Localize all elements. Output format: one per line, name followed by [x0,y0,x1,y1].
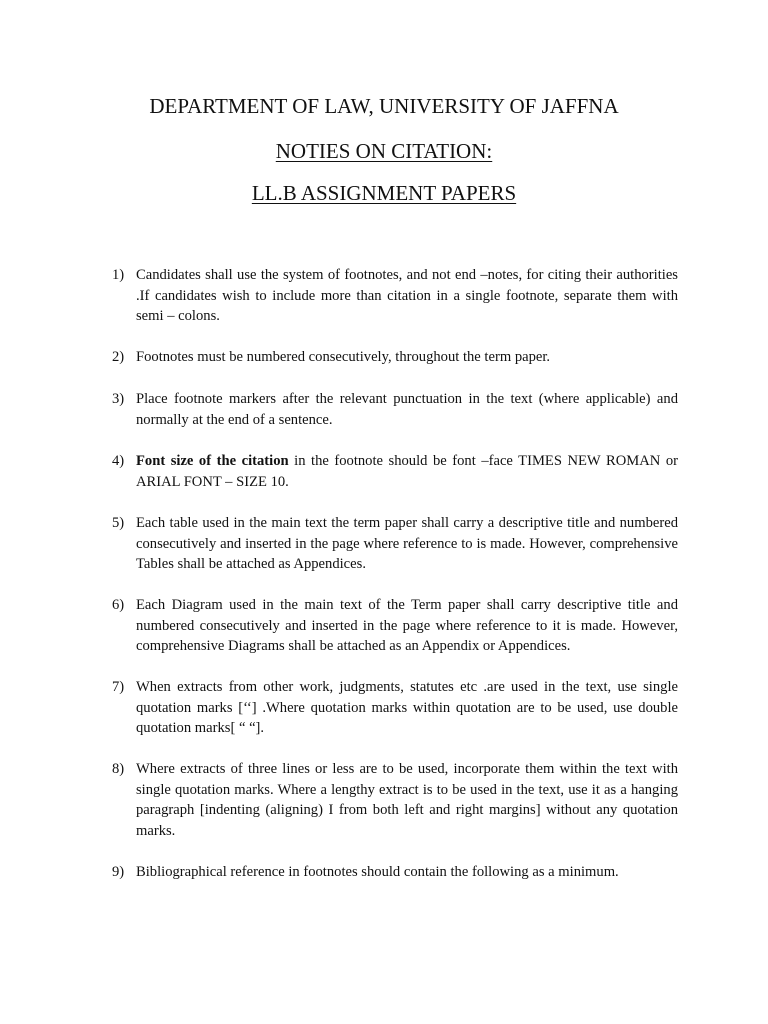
list-item-number: 6) [112,597,125,613]
list-item-text: Footnotes must be numbered consecutively, throughout the term paper. [136,349,551,365]
document-heading-department [0,93,768,119]
list-item-6 [112,595,678,657]
list-item-2 [112,347,678,368]
list-item-3 [112,389,678,430]
list-item-number: 5) [112,515,125,531]
list-item-text: Candidates shall use the system of footnotes, and not end –notes, for citing their authorities .If candidates wish to include more than citation in a single footnote, separate them with semi – colons. [136,267,678,325]
list-item-number: 8) [112,761,125,777]
list-item-5 [112,513,678,575]
heading-line-3: LL.B ASSIGNMENT PAPERS [251,181,517,205]
list-item-number: 9) [112,864,125,880]
list-item-number: 7) [112,679,125,695]
list-item-text: When extracts from other work, judgments, statutes etc .are used in the text, use single quotation marks [‘‘] .Where quotation marks within quotation are to be used, use double quotation marks[ “ “]. [136,679,678,737]
heading-line-2: NOTIES ON CITATION: [275,139,493,163]
list-item-text: Place footnote markers after the relevant punctuation in the text (where applicable) and normally at the end of a sentence. [136,391,678,428]
heading-line-1: DEPARTMENT OF LAW, UNIVERSITY OF JAFFNA [149,94,619,118]
list-item-text: Each table used in the main text the term paper shall carry a descriptive title and numbered consecutively and inserted in the page where reference to is made. However, comprehensive Tables shall be attached as Appendices. [136,515,678,573]
list-item-9 [112,862,678,883]
list-item-8 [112,759,678,841]
document-heading-assignment [0,180,768,206]
list-item-7 [112,677,678,739]
list-item-number: 2) [112,349,125,365]
list-item-4 [112,451,678,492]
list-item-text: Where extracts of three lines or less are to be used, incorporate them within the text with single quotation marks. Where a lengthy extract is to be used in the text, use it as a hanging paragraph [indenting (aligning) I from both left and right margins] without any quotation marks. [136,761,678,839]
list-item-number: 1) [112,267,125,283]
list-item-text: Bibliographical reference in footnotes should contain the following as a minimum. [136,864,619,880]
document-heading-notes [0,138,768,164]
list-item-number: 3) [112,391,125,407]
list-item-rest: in the footnote should be font –face TIMES NEW ROMAN or ARIAL FONT – SIZE 10. [136,453,678,490]
list-item-text: Each Diagram used in the main text of the Term paper shall carry descriptive title and numbered consecutively and inserted in the page where reference to it is made. However, comprehensive Diagrams shall be attached as an Appendix or Appendices. [136,597,678,655]
list-item-1 [112,265,678,327]
list-item-number: 4) [112,453,125,469]
list-item-text [136,451,678,492]
list-item-bold-lead: Font size of the citation [136,453,289,469]
